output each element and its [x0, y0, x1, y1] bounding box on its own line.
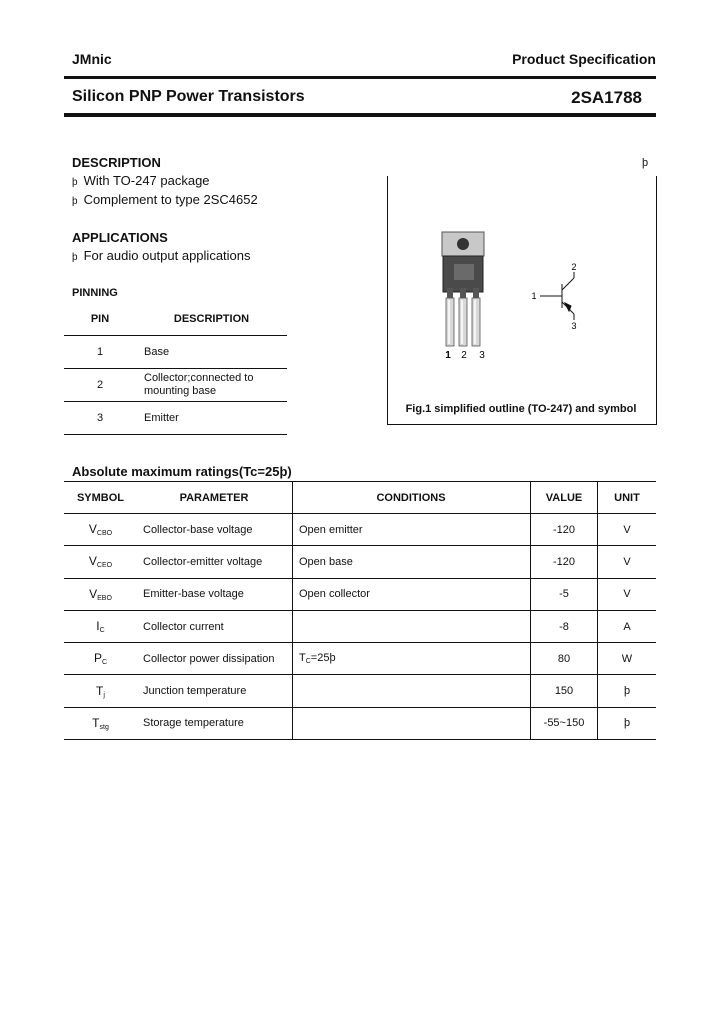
pnp-transistor-symbol-icon [540, 272, 574, 320]
unit-column-header: UNIT [598, 482, 657, 514]
description-item: þ Complement to type 2SC4652 [72, 192, 258, 207]
bullet-icon: þ [72, 252, 78, 263]
corner-mark: þ [642, 157, 649, 169]
table-row: VCBO Collector-base voltage Open emitter -120 V [64, 514, 656, 546]
symbol-column-header: SYMBOL [64, 482, 137, 514]
value-column-header: VALUE [531, 482, 598, 514]
bullet-icon: þ [72, 196, 78, 207]
pin-label-2: 2 [461, 350, 467, 361]
pinning-table [64, 303, 287, 435]
table-row: VCEO Collector-emitter voltage Open base -120 V [64, 546, 656, 578]
part-number: 2SA1788 [571, 88, 642, 107]
symbol-emitter-label: 3 [571, 321, 577, 331]
package-and-symbol-figure [388, 176, 654, 406]
ratings-title: Absolute maximum ratings(Tc=25þ) [72, 464, 292, 479]
table-row: IC Collector current -8 A [64, 610, 656, 642]
symbol-base-label: 1 [531, 291, 537, 301]
table-row: Tj Junction temperature 150 þ [64, 675, 656, 707]
symbol-collector-label: 2 [571, 262, 577, 272]
application-item: þ For audio output applications [72, 248, 251, 263]
applications-heading: APPLICATIONS [72, 230, 168, 245]
conditions-column-header: CONDITIONS [293, 482, 531, 514]
pin-column-header: PIN [64, 303, 136, 336]
parameter-column-header: PARAMETER [137, 482, 293, 514]
figure-caption: Fig.1 simplified outline (TO-247) and symbol [405, 403, 637, 415]
to247-package-icon [442, 232, 484, 346]
description-item: þ With TO-247 package [72, 173, 210, 188]
table-row: 1 Base [64, 336, 287, 369]
table-row: Tstg Storage temperature -55~150 þ [64, 707, 656, 739]
pin-desc-column-header: DESCRIPTION [136, 303, 287, 336]
pinning-heading: PINNING [72, 287, 118, 299]
description-heading: DESCRIPTION [72, 155, 161, 170]
pin-label-3: 3 [479, 350, 485, 361]
pin-label-1: 1 [445, 350, 451, 361]
table-row: 3 Emitter [64, 402, 287, 435]
product-title: Silicon PNP Power Transistors [72, 88, 305, 105]
table-row: 2 Collector;connected to mounting base [64, 369, 287, 402]
bullet-icon: þ [72, 177, 78, 188]
title-rule [64, 113, 656, 117]
company-name: JMnic [72, 51, 112, 67]
doc-type: Product Specification [512, 51, 656, 67]
table-row: VEBO Emitter-base voltage Open collector -5 V [64, 578, 656, 610]
ratings-table [64, 481, 656, 740]
header-rule [64, 76, 656, 79]
table-row: PC Collector power dissipation TC=25þ 80 W [64, 643, 656, 675]
